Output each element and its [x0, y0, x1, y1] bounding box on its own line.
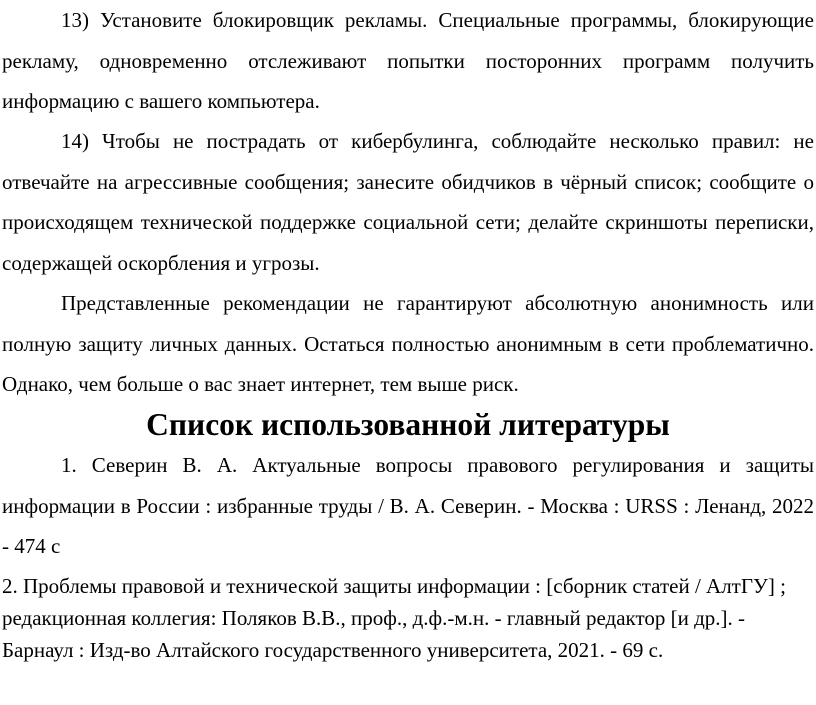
paragraph-14: 14) Чтобы не пострадать от кибербулинга, соблюдайте несколько правил: не отвечайте на агрессивные сообщения; занесите обидчиков в чёрный список; сообщите о происходящем технической поддержке социальной сети; делайте скриншоты переписки, содержащей оскорбления и угрозы. — [2, 129, 814, 275]
reference-item-1: 1. Северин В. А. Актуальные вопросы правового регулирования и защиты информации в России : избранные труды / В. А. Северин. - Москва : URSS : Ленанд, 2022 - 474 с — [2, 453, 814, 558]
references-heading: Список использованной литературы — [146, 407, 670, 442]
conclusion-paragraph: Представленные рекомендации не гарантируют абсолютную анонимность или полную защиту личных данных. Остаться полностью анонимным в сети проблематично. Однако, чем больше о вас знает интернет, тем выше риск. — [2, 291, 814, 396]
reference-item-2: 2. Проблемы правовой и технической защиты информации : [сборник статей / АлтГУ] ; редакционная коллегия: Поляков В.В., проф., д.ф.-м.н. - главный редактор [и др.]. - Барнаул : Изд-во Алтайского государственного университета, 2021. - 69 с. — [2, 574, 786, 662]
paragraph-13: 13) Установите блокировщик рекламы. Специальные программы, блокирующие рекламу, одновременно отслеживают попытки посторонних программ получить информацию с вашего компьютера. — [2, 8, 814, 113]
